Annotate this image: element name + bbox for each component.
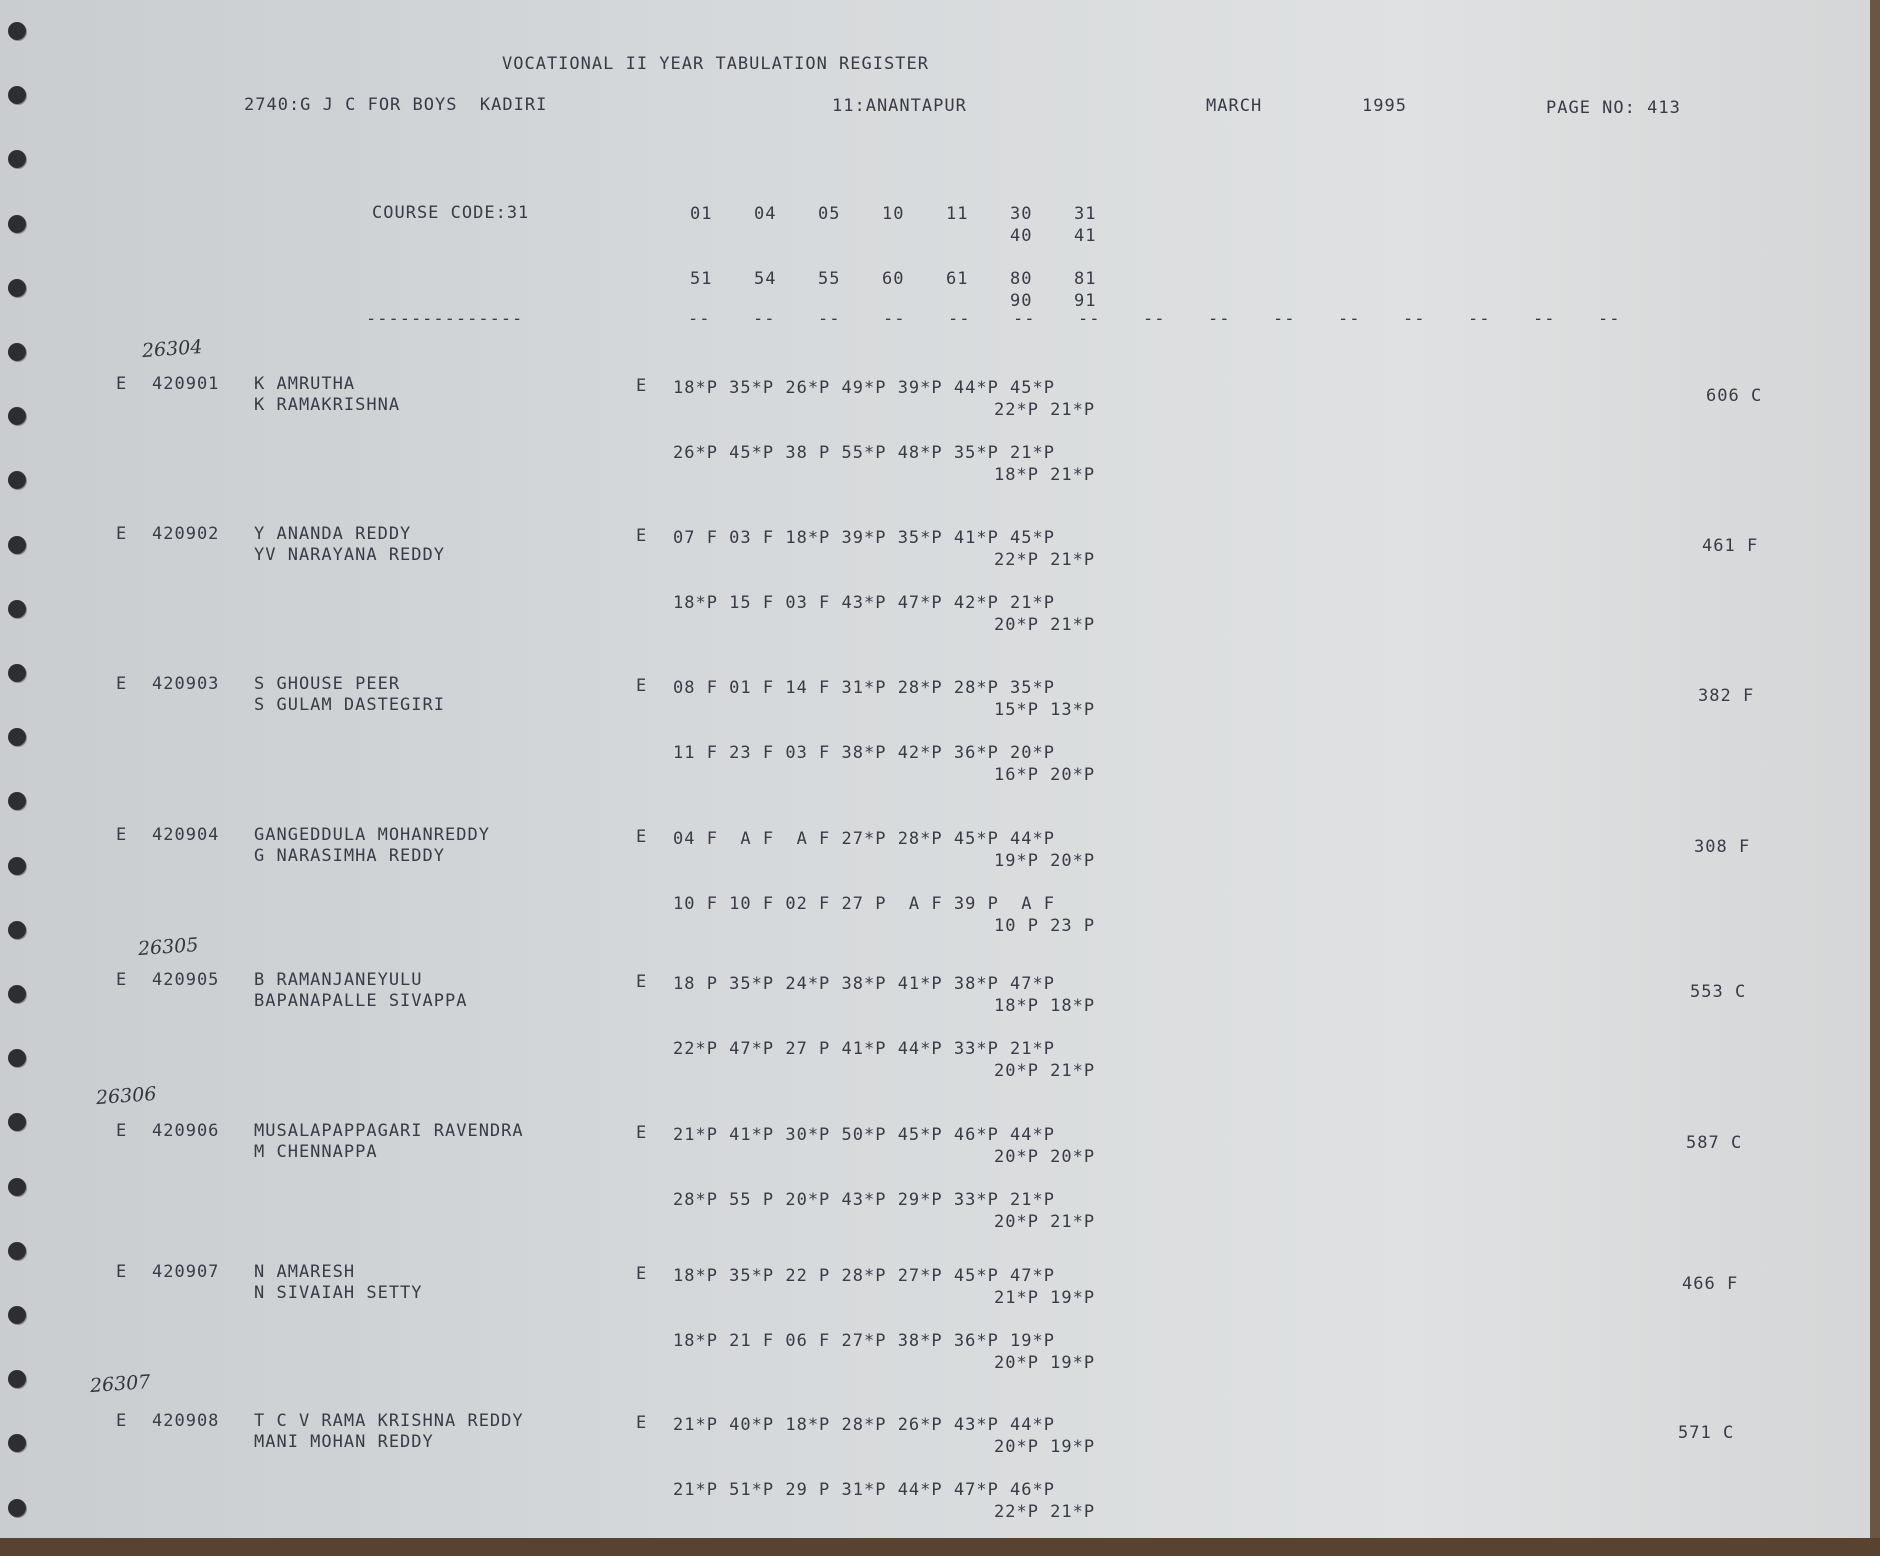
medium-code: E bbox=[116, 970, 128, 990]
marks-part2-extra: 20*P 21*P bbox=[994, 615, 1096, 635]
page-number: PAGE NO: 413 bbox=[1546, 98, 1681, 118]
medium-code: E bbox=[116, 1411, 128, 1431]
marks-part1: 04 F A F A F 27*P 28*P 45*P 44*P bbox=[673, 829, 1055, 849]
marks-part1: 18*P 35*P 22 P 28*P 27*P 45*P 47*P bbox=[673, 1266, 1055, 1286]
marks-part2-extra: 20*P 21*P bbox=[994, 1212, 1096, 1232]
marks-part1-extra: 15*P 13*P bbox=[994, 700, 1096, 720]
register-title: VOCATIONAL II YEAR TABULATION REGISTER bbox=[502, 54, 929, 74]
result-total: 308 F bbox=[1694, 837, 1751, 857]
handwritten-note: 26305 bbox=[137, 933, 200, 961]
sprocket-hole bbox=[8, 1370, 26, 1388]
stream-code: E bbox=[636, 972, 648, 992]
stream-code: E bbox=[636, 1413, 648, 1433]
exam-year: 1995 bbox=[1362, 96, 1407, 116]
course-code: 54 bbox=[754, 269, 777, 289]
course-code: 31 bbox=[1074, 204, 1097, 224]
course-code: 41 bbox=[1074, 226, 1097, 246]
course-code: 90 bbox=[1010, 291, 1033, 311]
marks-part1: 07 F 03 F 18*P 39*P 35*P 41*P 45*P bbox=[673, 528, 1055, 548]
course-code: 81 bbox=[1074, 269, 1097, 289]
sprocket-hole bbox=[8, 279, 26, 297]
column-rule-dash: -- bbox=[1598, 309, 1621, 329]
sprocket-hole bbox=[8, 600, 26, 618]
column-rule-dash: -- bbox=[883, 309, 906, 329]
sprocket-hole bbox=[8, 150, 26, 168]
result-total: 466 F bbox=[1682, 1274, 1739, 1294]
marks-part2-extra: 16*P 20*P bbox=[994, 765, 1096, 785]
sprocket-hole bbox=[8, 215, 26, 233]
sprocket-hole bbox=[8, 1499, 26, 1517]
marks-part1: 18*P 35*P 26*P 49*P 39*P 44*P 45*P bbox=[673, 378, 1055, 398]
handwritten-note: 26307 bbox=[89, 1370, 152, 1398]
page-edge bbox=[1870, 0, 1880, 1556]
column-rule-dash: -- bbox=[1403, 309, 1426, 329]
column-rule-dash: -- bbox=[1013, 309, 1036, 329]
sprocket-hole bbox=[8, 22, 26, 40]
stream-code: E bbox=[636, 1264, 648, 1284]
student-name: GANGEDDULA MOHANREDDY bbox=[254, 825, 490, 845]
student-name: MUSALAPAPPAGARI RAVENDRA bbox=[254, 1121, 524, 1141]
result-total: 553 C bbox=[1690, 982, 1747, 1002]
marks-part1-extra: 19*P 20*P bbox=[994, 851, 1096, 871]
sprocket-hole bbox=[8, 1049, 26, 1067]
student-name: N AMARESH bbox=[254, 1262, 356, 1282]
column-rule-dash: -- bbox=[1468, 309, 1491, 329]
course-code: 11 bbox=[946, 204, 969, 224]
course-code: 40 bbox=[1010, 226, 1033, 246]
father-name: YV NARAYANA REDDY bbox=[254, 545, 445, 565]
marks-part1: 21*P 41*P 30*P 50*P 45*P 46*P 44*P bbox=[673, 1125, 1055, 1145]
course-code-label: COURSE CODE:31 bbox=[372, 203, 530, 223]
marks-part2: 21*P 51*P 29 P 31*P 44*P 47*P 46*P bbox=[673, 1480, 1055, 1500]
marks-part1-extra: 20*P 20*P bbox=[994, 1147, 1096, 1167]
marks-part1: 21*P 40*P 18*P 28*P 26*P 43*P 44*P bbox=[673, 1415, 1055, 1435]
roll-number: 420901 bbox=[152, 374, 220, 394]
roll-number: 420906 bbox=[152, 1121, 220, 1141]
handwritten-note: 26306 bbox=[95, 1082, 158, 1110]
course-code: 30 bbox=[1010, 204, 1033, 224]
stream-code: E bbox=[636, 376, 648, 396]
marks-part1: 08 F 01 F 14 F 31*P 28*P 28*P 35*P bbox=[673, 678, 1055, 698]
student-name: S GHOUSE PEER bbox=[254, 674, 401, 694]
stream-code: E bbox=[636, 1123, 648, 1143]
column-rule-dash: -- bbox=[753, 309, 776, 329]
college-name: 2740:G J C FOR BOYS KADIRI bbox=[244, 95, 548, 115]
course-code: 10 bbox=[882, 204, 905, 224]
marks-part2-extra: 18*P 21*P bbox=[994, 465, 1096, 485]
column-rule-dash: -- bbox=[1338, 309, 1361, 329]
marks-part1-extra: 20*P 19*P bbox=[994, 1437, 1096, 1457]
sprocket-hole bbox=[8, 1113, 26, 1131]
medium-code: E bbox=[116, 374, 128, 394]
marks-part1-extra: 21*P 19*P bbox=[994, 1288, 1096, 1308]
marks-part2: 11 F 23 F 03 F 38*P 42*P 36*P 20*P bbox=[673, 743, 1055, 763]
course-code: 55 bbox=[818, 269, 841, 289]
marks-part2-extra: 10 P 23 P bbox=[994, 916, 1096, 936]
roll-number: 420904 bbox=[152, 825, 220, 845]
handwritten-note: 26304 bbox=[141, 335, 204, 363]
marks-part2: 22*P 47*P 27 P 41*P 44*P 33*P 21*P bbox=[673, 1039, 1055, 1059]
column-rule-dash: -- bbox=[948, 309, 971, 329]
district-name: 11:ANANTAPUR bbox=[832, 96, 967, 116]
father-name: G NARASIMHA REDDY bbox=[254, 846, 445, 866]
sprocket-hole bbox=[8, 985, 26, 1003]
roll-number: 420905 bbox=[152, 970, 220, 990]
marks-part2: 10 F 10 F 02 F 27 P A F 39 P A F bbox=[673, 894, 1055, 914]
result-total: 461 F bbox=[1702, 536, 1759, 556]
sprocket-hole bbox=[8, 536, 26, 554]
column-rule-dash: -- bbox=[1078, 309, 1101, 329]
stream-code: E bbox=[636, 676, 648, 696]
sprocket-hole bbox=[8, 1178, 26, 1196]
marks-part1-extra: 22*P 21*P bbox=[994, 550, 1096, 570]
course-code: 80 bbox=[1010, 269, 1033, 289]
column-rule-dash: -- bbox=[1143, 309, 1166, 329]
marks-part1-extra: 22*P 21*P bbox=[994, 400, 1096, 420]
medium-code: E bbox=[116, 1262, 128, 1282]
father-name: M CHENNAPPA bbox=[254, 1142, 378, 1162]
student-name: Y ANANDA REDDY bbox=[254, 524, 412, 544]
sprocket-hole bbox=[8, 1242, 26, 1260]
roll-number: 420908 bbox=[152, 1411, 220, 1431]
marks-part2-extra: 22*P 21*P bbox=[994, 1502, 1096, 1522]
course-code: 60 bbox=[882, 269, 905, 289]
medium-code: E bbox=[116, 825, 128, 845]
sprocket-hole bbox=[8, 1306, 26, 1324]
course-code: 51 bbox=[690, 269, 713, 289]
marks-part2: 26*P 45*P 38 P 55*P 48*P 35*P 21*P bbox=[673, 443, 1055, 463]
sprocket-hole bbox=[8, 857, 26, 875]
column-rule-dash: -- bbox=[1208, 309, 1231, 329]
marks-part2-extra: 20*P 19*P bbox=[994, 1353, 1096, 1373]
column-rule-dash: -- bbox=[818, 309, 841, 329]
marks-part1: 18 P 35*P 24*P 38*P 41*P 38*P 47*P bbox=[673, 974, 1055, 994]
sprocket-hole bbox=[8, 728, 26, 746]
marks-part2: 18*P 15 F 03 F 43*P 47*P 42*P 21*P bbox=[673, 593, 1055, 613]
course-code: 05 bbox=[818, 204, 841, 224]
exam-month: MARCH bbox=[1206, 96, 1263, 116]
result-total: 606 C bbox=[1706, 386, 1763, 406]
sprocket-hole bbox=[8, 1434, 26, 1452]
result-total: 382 F bbox=[1698, 686, 1755, 706]
student-name: B RAMANJANEYULU bbox=[254, 970, 423, 990]
medium-code: E bbox=[116, 1121, 128, 1141]
marks-part2: 18*P 21 F 06 F 27*P 38*P 36*P 19*P bbox=[673, 1331, 1055, 1351]
medium-code: E bbox=[116, 674, 128, 694]
father-name: N SIVAIAH SETTY bbox=[254, 1283, 423, 1303]
result-total: 571 C bbox=[1678, 1423, 1735, 1443]
stream-code: E bbox=[636, 526, 648, 546]
sprocket-hole bbox=[8, 343, 26, 361]
course-code: 61 bbox=[946, 269, 969, 289]
sprocket-hole bbox=[8, 471, 26, 489]
father-name: MANI MOHAN REDDY bbox=[254, 1432, 434, 1452]
result-total: 587 C bbox=[1686, 1133, 1743, 1153]
binding-edge bbox=[0, 1538, 1880, 1556]
name-column-rule: -------------- bbox=[366, 309, 524, 329]
roll-number: 420902 bbox=[152, 524, 220, 544]
sprocket-hole bbox=[8, 921, 26, 939]
sprocket-hole bbox=[8, 86, 26, 104]
father-name: K RAMAKRISHNA bbox=[254, 395, 401, 415]
course-code: 01 bbox=[690, 204, 713, 224]
roll-number: 420907 bbox=[152, 1262, 220, 1282]
student-name: K AMRUTHA bbox=[254, 374, 356, 394]
father-name: BAPANAPALLE SIVAPPA bbox=[254, 991, 468, 1011]
marks-part1-extra: 18*P 18*P bbox=[994, 996, 1096, 1016]
course-code: 91 bbox=[1074, 291, 1097, 311]
column-rule-dash: -- bbox=[1273, 309, 1296, 329]
sprocket-hole bbox=[8, 664, 26, 682]
column-rule-dash: -- bbox=[688, 309, 711, 329]
father-name: S GULAM DASTEGIRI bbox=[254, 695, 445, 715]
medium-code: E bbox=[116, 524, 128, 544]
student-name: T C V RAMA KRISHNA REDDY bbox=[254, 1411, 524, 1431]
marks-part2: 28*P 55 P 20*P 43*P 29*P 33*P 21*P bbox=[673, 1190, 1055, 1210]
course-code: 04 bbox=[754, 204, 777, 224]
sprocket-hole bbox=[8, 792, 26, 810]
marks-part2-extra: 20*P 21*P bbox=[994, 1061, 1096, 1081]
stream-code: E bbox=[636, 827, 648, 847]
roll-number: 420903 bbox=[152, 674, 220, 694]
column-rule-dash: -- bbox=[1533, 309, 1556, 329]
sprocket-hole bbox=[8, 407, 26, 425]
